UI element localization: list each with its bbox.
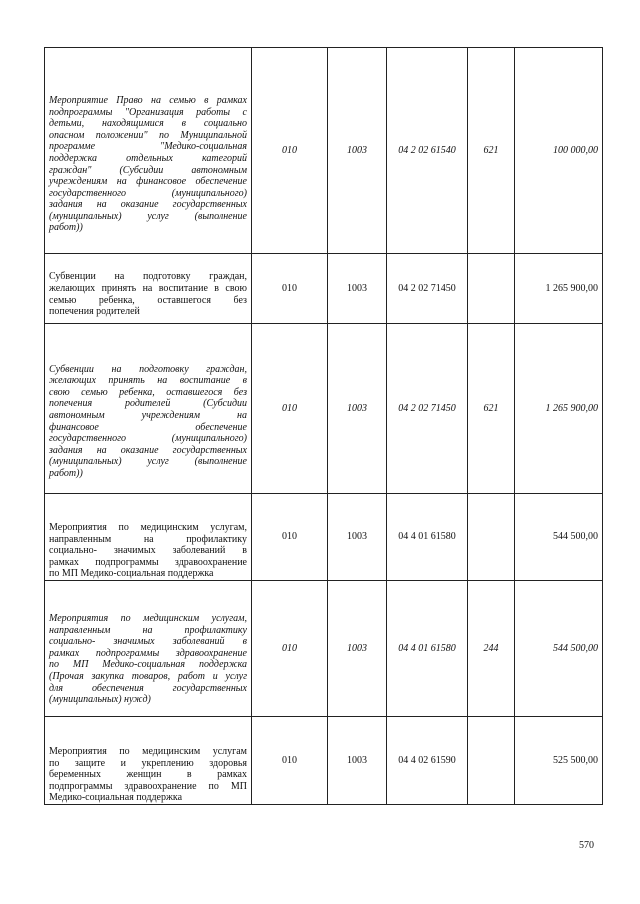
budget-table [44,47,603,805]
vedomstvo-code-cell: 010 [252,254,328,324]
section-code-cell: 1003 [328,254,387,324]
vedomstvo-code-cell: 010 [252,494,328,581]
description-line: государственного (муниципального) [49,187,247,199]
vedomstvo-code-cell: 010 [252,580,328,716]
table-row [45,254,603,324]
description-line: государственного (муниципального) [49,433,247,445]
row-description [45,716,252,804]
row-description [45,580,252,716]
description-line: подпрограммы здравоохранение по МП [49,780,247,792]
target-article-code-cell: 04 2 02 71450 [387,254,468,324]
description-line: подпрограммы "Организация работы с [49,106,247,118]
description-line: социально- значимых заболеваний в [49,545,247,557]
row-description [45,494,252,581]
description-line: программе "Медико-социальная [49,141,247,153]
page-number: 570 [579,840,594,851]
description-line: (Прочая закупка товаров, работ и услуг [49,671,247,683]
target-article-code-cell: 04 4 01 61580 [387,580,468,716]
section-code-cell: 1003 [328,580,387,716]
expense-type-code-cell [468,716,515,804]
expense-type-code-cell: 621 [468,48,515,254]
description-line: Мероприятия по медицинским услугам, [49,613,247,625]
table-row [45,494,603,581]
amount-cell: 1 265 900,00 [515,324,603,494]
description-line: (муниципальных) услуг (выполнение [49,456,247,468]
description-line: социально- значимых заболеваний в [49,636,247,648]
description-line: детьми, находящимися в социально [49,118,247,130]
description-line: желающих принять на воспитание в [49,375,247,387]
row-description [45,324,252,494]
amount-cell: 1 265 900,00 [515,254,603,324]
amount-cell: 544 500,00 [515,580,603,716]
target-article-code-cell: 04 4 02 61590 [387,716,468,804]
amount-cell: 100 000,00 [515,48,603,254]
description-line: желающих принять на воспитание в свою [49,282,247,294]
target-article-code-cell: 04 2 02 61540 [387,48,468,254]
table-row [45,716,603,804]
description-line: (муниципальных) нужд) [49,694,151,706]
description-line: Субвенции на подготовку граждан, [49,271,247,283]
description-line: направленным на профилактику [49,533,247,545]
description-line: семью ребенка, оставшегося без [49,294,247,306]
description-line: граждан" (Субсидии автономным [49,164,247,176]
description-line: рамках подпрограммы здравоохранение [49,556,247,568]
description-line: работ)) [49,222,83,234]
table-row [45,580,603,716]
table-row [45,324,603,494]
description-line: задания на оказание государственных [49,199,247,211]
expense-type-code-cell: 621 [468,324,515,494]
description-line: задания на оказание государственных [49,444,247,456]
description-line: по МП Медико-социальная поддержка [49,568,214,580]
section-code-cell: 1003 [328,324,387,494]
expense-type-code-cell [468,254,515,324]
target-article-code-cell: 04 2 02 71450 [387,324,468,494]
description-line: Мероприятия по медицинским услугам, [49,522,247,533]
target-article-code-cell: 04 4 01 61580 [387,494,468,581]
expense-type-code-cell: 244 [468,580,515,716]
row-description [45,48,252,254]
description-line: автономным учреждениям на [49,409,247,421]
amount-cell: 525 500,00 [515,716,603,804]
row-description [45,254,252,324]
description-line: для обеспечения государственных [49,682,247,694]
description-line: (муниципальных) услуг (выполнение [49,210,247,222]
table-row [45,48,603,254]
description-line: Медико-социальная поддержка [49,792,183,804]
budget-table-body [45,48,603,805]
amount-cell: 544 500,00 [515,494,603,581]
description-line: попечения родителей (Субсидии [49,398,247,410]
description-line: Мероприятие Право на семью в рамках [49,94,247,106]
description-line: опасном положении" по Муниципальной [49,129,247,141]
section-code-cell: 1003 [328,716,387,804]
description-line: поддержка отдельных категорий [49,152,247,164]
description-line: Субвенции на подготовку граждан, [49,363,247,375]
section-code-cell: 1003 [328,494,387,581]
vedomstvo-code-cell: 010 [252,324,328,494]
description-line: финансовое обеспечение [49,421,247,433]
description-line: рамках подпрограммы здравоохранение [49,647,247,659]
description-line: по защите и укреплению здоровья [49,757,247,769]
section-code-cell: 1003 [328,48,387,254]
description-line: по МП Медико-социальная поддержка [49,659,247,671]
description-line: направленным на профилактику [49,624,247,636]
expense-type-code-cell [468,494,515,581]
description-line: беременных женщин в рамках [49,769,247,781]
description-line: Мероприятия по медицинским услугам [49,745,247,757]
vedomstvo-code-cell: 010 [252,716,328,804]
description-line: свою семью ребенка, оставшегося без [49,386,247,398]
description-line: учреждениям на финансовое обеспечение [49,176,247,188]
description-line: работ)) [49,467,83,479]
vedomstvo-code-cell: 010 [252,48,328,254]
description-line: попечения родителей [49,306,140,318]
